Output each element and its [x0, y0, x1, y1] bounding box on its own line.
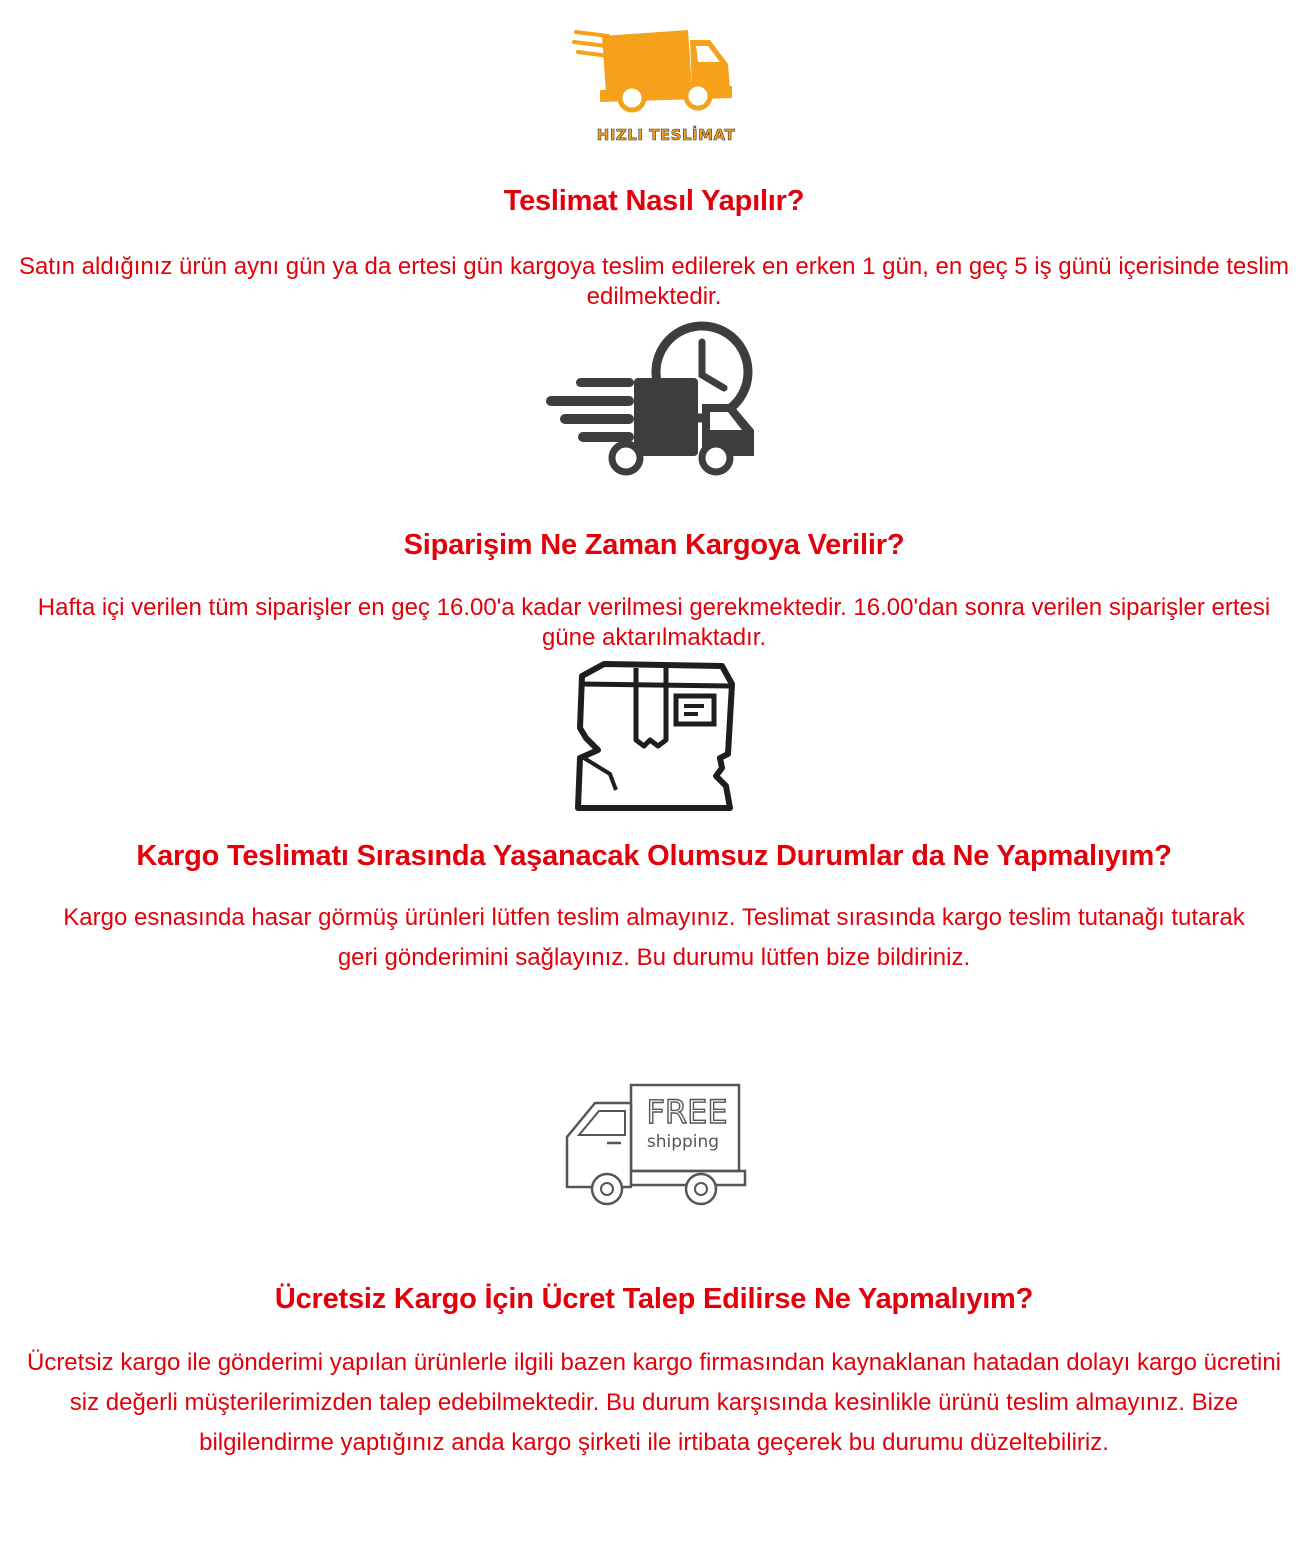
- section-text: Satın aldığınız ürün aynı gün ya da ertesi gün kargoya teslim edilerek en erken 1 gün, en geç 5 iş günü içerisinde teslim edilmektedir.: [18, 253, 1290, 310]
- section-free-shipping-fee-text: [0, 1343, 1308, 1463]
- section-order-ship-time: [0, 529, 1308, 562]
- section-delivery-how: [0, 185, 1308, 218]
- section-text: Ücretsiz kargo ile gönderimi yapılan ürünlerle ilgili bazen kargo firmasından kaynaklanan hatadan dolayı kargo ücretini siz değerli müşterilerimizden talep edebilmektedir. Bu durum karşısında kesinlikle ürünü teslim almayınız. Bize bilgilendirme yaptığınız anda kargo şirketi ile irtibata geçerek bu durumu düzeltebiliriz.: [26, 1349, 1282, 1456]
- section-title: Siparişim Ne Zaman Kargoya Verilir?: [403, 529, 905, 561]
- free-label: FREE: [646, 1093, 728, 1131]
- shipping-label: shipping: [646, 1132, 720, 1152]
- logo-text: HIZLI TESLİMAT: [596, 126, 736, 144]
- hizli-teslimat-logo: [570, 20, 750, 150]
- section-text: Hafta içi verilen tüm siparişler en geç 16.00'a kadar verilmesi gerekmektedir. 16.00'dan sonra verilen siparişler ertesi güne aktarılmaktadır.: [37, 594, 1271, 651]
- section-title: Teslimat Nasıl Yapılır?: [503, 185, 805, 217]
- section-order-ship-time-text: [0, 593, 1308, 653]
- damaged-box-icon: [570, 658, 736, 814]
- section-negative-situations-text: [0, 898, 1308, 978]
- section-text: Kargo esnasında hasar görmüş ürünleri lütfen teslim almayınız. Teslimat sırasında kargo teslim tutanağı tutarak geri gönderimini sağlayınız. Bu durumu lütfen bize bildiriniz.: [63, 904, 1245, 971]
- free-shipping-truck-icon: [555, 1075, 760, 1215]
- orange-truck-icon: [570, 20, 750, 150]
- section-negative-situations: [0, 840, 1308, 873]
- section-title: Kargo Teslimatı Sırasında Yaşanacak Olumsuz Durumlar da Ne Yapmalıyım?: [136, 840, 1172, 872]
- fast-delivery-truck-clock-icon: [540, 320, 770, 480]
- section-delivery-how-text: [0, 252, 1308, 312]
- section-free-shipping-fee: [0, 1283, 1308, 1316]
- section-title: Ücretsiz Kargo İçin Ücret Talep Edilirse Ne Yapmalıyım?: [274, 1283, 1034, 1315]
